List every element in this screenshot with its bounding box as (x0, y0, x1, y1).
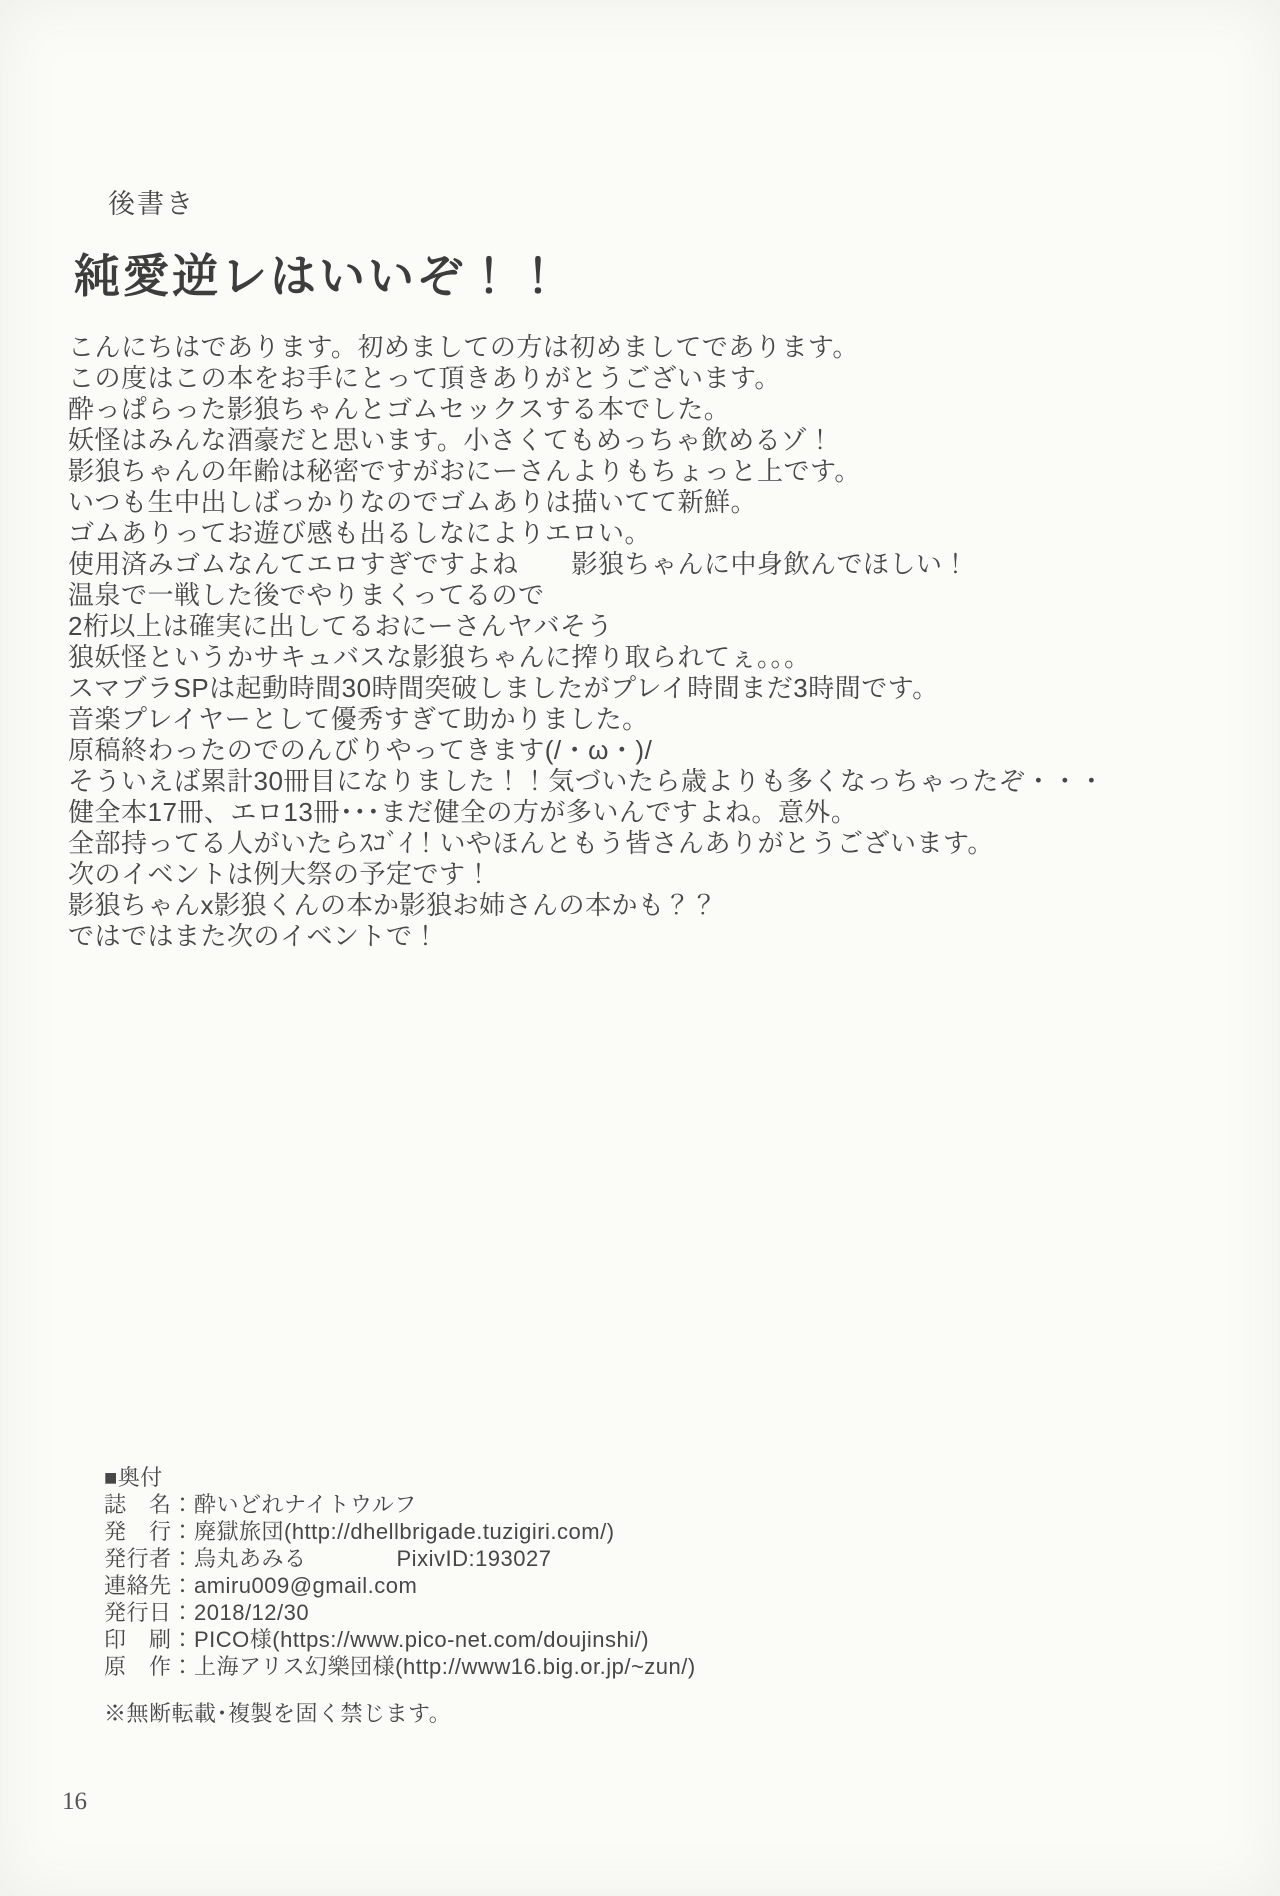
text-line: いつも生中出しばっかりなのでゴムありは描いてて新鮮。 (68, 487, 758, 517)
page-number: 16 (62, 1788, 87, 1815)
text-line: 音楽プレイヤーとして優秀すぎて助かりました。 (68, 704, 649, 734)
text-line: 全部持ってる人がいたらｽｺﾞｲ！いやほんともう皆さんありがとうございます。 (68, 828, 994, 858)
text-line: 次のイベントは例大祭の予定です！ (68, 859, 493, 889)
colophon-title-row: 誌 名：酔いどれナイトウルフ (104, 1492, 417, 1517)
text-line: ではではまた次のイベントで！ (68, 921, 440, 951)
copyright-notice: ※無断転載･複製を固く禁じます。 (104, 1701, 452, 1726)
colophon-printer-row: 印 刷：PICO様(https://www.pico-net.com/doujinshi/) (104, 1627, 650, 1652)
colophon-contact-row: 連絡先：amiru009@gmail.com (104, 1573, 418, 1598)
text-line: 温泉で一戦した後でやりまくってるので (68, 580, 545, 610)
afterword-paragraph-onsen (68, 580, 1258, 673)
text-line: 妖怪はみんな酒豪だと思います。小さくてもめっちゃ飲めるゾ！ (68, 425, 834, 455)
text-line: 影狼ちゃんの年齢は秘密ですがおにーさんよりもちょっと上です。 (68, 456, 861, 486)
text-line: この度はこの本をお手にとって頂きありがとうございます。 (68, 363, 781, 393)
text-line: ゴムありってお遊び感も出るしなによりエロい。 (68, 518, 652, 548)
colophon-header: ■奥付 (104, 1465, 163, 1490)
text-line: 影狼ちゃんx影狼くんの本か影狼お姉さんの本かも？？ (68, 890, 718, 920)
afterword-paragraph-30-books (68, 766, 1258, 859)
afterword-paragraph-fresh (68, 487, 1258, 580)
afterword-paragraph-smash (68, 673, 1258, 766)
text-line: スマブラSPは起動時間30時間突破しましたがプレイ時間まだ3時間です。 (68, 673, 939, 703)
colophon (104, 1464, 696, 1727)
text-line: 健全本17冊、エロ13冊･･･まだ健全の方が多いんですよね。意外。 (68, 797, 858, 827)
colophon-author-row: 発行者：烏丸あみる PixivID:193027 (104, 1546, 552, 1571)
text-line: 狼妖怪というかサキュバスな影狼ちゃんに搾り取られてぇ。。。 (68, 642, 811, 672)
text-line: 酔っぱらった影狼ちゃんとゴムセックスする本でした。 (68, 394, 731, 424)
afterword-paragraph-book-theme (68, 394, 1258, 487)
afterword-paragraph-greeting (68, 332, 1258, 394)
text-line: 原稿終わったのでのんびりやってきます(/・ω・)/ (68, 735, 653, 765)
colophon-publisher-row: 発 行：廃獄旅団(http://dhellbrigade.tuzigiri.com/) (104, 1519, 615, 1544)
text-line: 2桁以上は確実に出してるおにーさんヤバそう (68, 611, 613, 641)
afterword-body (68, 332, 1258, 952)
afterword-heading: 後書き (108, 189, 195, 219)
afterword-paragraph-next-event (68, 859, 1258, 952)
text-line: こんにちはであります。初めましての方は初めましてであります。 (68, 332, 859, 362)
page-title: 純愛逆レはいいぞ！！ (74, 250, 564, 302)
text-line: そういえば累計30冊目になりました！！気づいたら歳よりも多くなっちゃったぞ・・・ (68, 766, 1105, 796)
colophon-date-row: 発行日：2018/12/30 (104, 1600, 310, 1625)
text-line: 使用済みゴムなんてエロすぎですよね 影狼ちゃんに中身飲んでほしい！ (68, 549, 970, 579)
colophon-original-work-row: 原 作：上海アリス幻樂団様(http://www16.big.or.jp/~zun/) (104, 1654, 696, 1679)
